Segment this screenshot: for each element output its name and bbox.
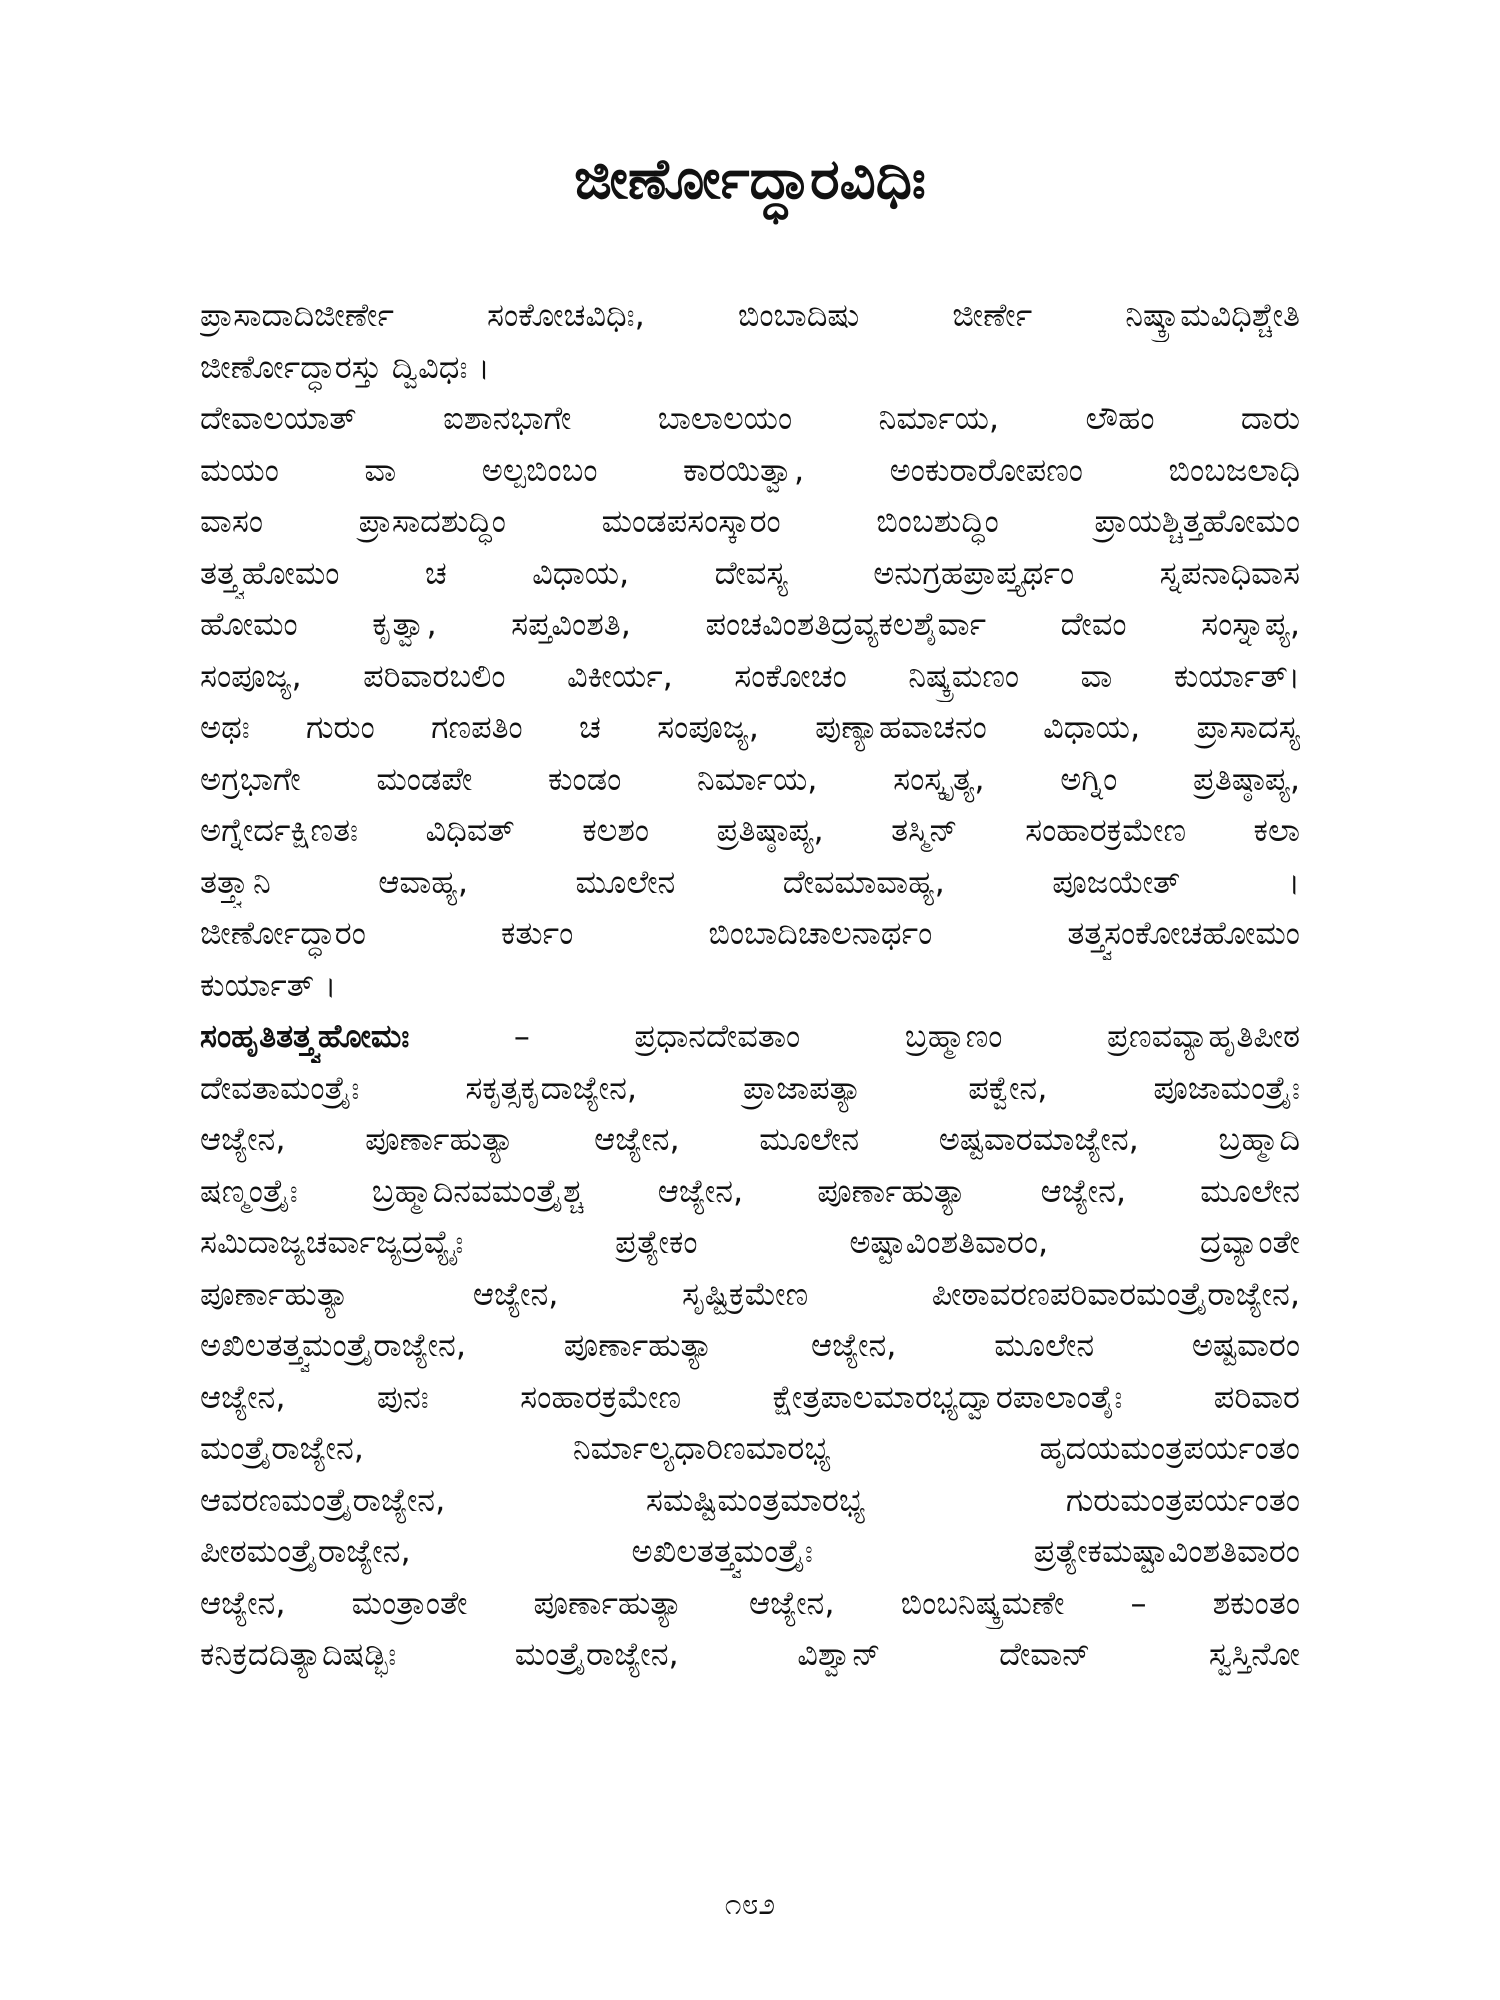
text-line: ಆವರಣಮಂತ್ರೈರಾಜ್ಯೇನ, ಸಮಷ್ಟಿಮಂತ್ರಮಾರಭ್ಯ ಗುರುಮಂತ್ರಪರ್ಯಂತಂ <box>200 1480 1300 1519</box>
text-line: ದೇವತಾಮಂತ್ರೈಃ ಸಕೃತ್ಸಕೃದಾಜ್ಯೇನ, ಪ್ರಾಜಾಪತ್ಯಾ ಪಕ್ವೇನ, ಪೂಜಾಮಂತ್ರೈಃ <box>200 1068 1300 1107</box>
text-line: ಆಜ್ಯೇನ, ಪೂರ್ಣಾಹುತ್ಯಾ ಆಜ್ಯೇನ, ಮೂಲೇನ ಅಷ್ಟವಾರಮಾಜ್ಯೇನ, ಬ್ರಹ್ಮಾದಿ <box>200 1120 1300 1158</box>
text-line: ಅಥಃ ಗುರುಂ ಗಣಪತಿಂ ಚ ಸಂಪೂಜ್ಯ, ಪುಣ್ಯಾಹವಾಚನಂ ವಿಧಾಯ, ಪ್ರಾಸಾದಸ್ಯ <box>200 708 1300 746</box>
text-line: ಪೂರ್ಣಾಹುತ್ಯಾ ಆಜ್ಯೇನ, ಸೃಷ್ಟಿಕ್ರಮೇಣ ಪೀಠಾವರಣಪರಿವಾರಮಂತ್ರೈರಾಜ್ಯೇನ, <box>200 1274 1300 1313</box>
page-number: ೧೮೨ <box>724 1887 776 1922</box>
text-line: ಸಮಿದಾಜ್ಯಚರ್ವಾಜ್ಯದ್ರವ್ಯೈಃ ಪ್ರತ್ಯೇಕಂ ಅಷ್ಟಾವಿಂಶತಿವಾರಂ, ದ್ರವ್ಯಾಂತೇ <box>200 1223 1300 1261</box>
text-line: ಅಗ್ನೇರ್ದಕ್ಷಿಣತಃ ವಿಧಿವತ್ ಕಲಶಂ ಪ್ರತಿಷ್ಠಾಪ್ಯ, ತಸ್ಮಿನ್ ಸಂಹಾರಕ್ರಮೇಣ ಕಲಾ <box>200 811 1300 849</box>
text-line: ಅಖಿಲತತ್ತ್ವಮಂತ್ರೈರಾಜ್ಯೇನ, ಪೂರ್ಣಾಹುತ್ಯಾ ಆಜ್ಯೇನ, ಮೂಲೇನ ಅಷ್ಟವಾರಂ <box>200 1326 1300 1364</box>
text-line: ಸಂಹೃತಿತತ್ತ್ವಹೋಮಃ – ಪ್ರಧಾನದೇವತಾಂ ಬ್ರಹ್ಮಾಣಂ ಪ್ರಣವವ್ಯಾಹೃತಿಪೀಠ <box>200 1017 1300 1055</box>
text-line: ಮಯಂ ವಾ ಅಲ್ಪಬಿಂಬಂ ಕಾರಯಿತ್ವಾ, ಅಂಕುರಾರೋಪಣಂ ಬಿಂಬಜಲಾಧಿ <box>200 450 1300 489</box>
text-line: ಆಜ್ಯೇನ, ಪುನಃ ಸಂಹಾರಕ್ರಮೇಣ ಕ್ಷೇತ್ರಪಾಲಮಾರಭ್ಯದ್ವಾರಪಾಲಾಂತೈಃ ಪರಿವಾರ <box>200 1377 1300 1416</box>
text-line: ವಾಸಂ ಪ್ರಾಸಾದಶುದ್ಧಿಂ ಮಂಡಪಸಂಸ್ಕಾರಂ ಬಿಂಬಶುದ್ಧಿಂ ಪ್ರಾಯಶ್ಚಿತ್ತಹೋಮಂ <box>200 502 1300 540</box>
text-line: ತತ್ತ್ವಾನಿ ಆವಾಹ್ಯ, ಮೂಲೇನ ದೇವಮಾವಾಹ್ಯ, ಪೂಜಯೇತ್ । <box>200 862 1300 901</box>
text-line: ಆಜ್ಯೇನ, ಮಂತ್ರಾಂತೇ ಪೂರ್ಣಾಹುತ್ಯಾ ಆಜ್ಯೇನ, ಬಿಂಬನಿಷ್ಕ್ರಮಣೇ – ಶಕುಂತಂ <box>200 1583 1300 1622</box>
text-line: ತತ್ತ್ವಹೋಮಂ ಚ ವಿಧಾಯ, ದೇವಸ್ಯ ಅನುಗ್ರಹಪ್ರಾಪ್ತ್ಯರ್ಥಂ ಸ್ನಪನಾಧಿವಾಸ <box>200 553 1300 592</box>
text-line: ಹೋಮಂ ಕೃತ್ವಾ, ಸಪ್ತವಿಂಶತಿ, ಪಂಚವಿಂಶತಿದ್ರವ್ಯಕಲಶೈರ್ವಾ ದೇವಂ ಸಂಸ್ನಾಪ್ಯ, <box>200 605 1300 643</box>
section-heading: ಸಂಹೃತಿತತ್ತ್ವಹೋಮಃ <box>200 1017 410 1055</box>
text-line: ಸಂಪೂಜ್ಯ, ಪರಿವಾರಬಲಿಂ ವಿಕೀರ್ಯ, ಸಂಕೋಚಂ ನಿಷ್ಕ್ರಮಣಂ ವಾ ಕುರ್ಯಾತ್। <box>200 656 1300 695</box>
text-line: ಮಂತ್ರೈರಾಜ್ಯೇನ, ನಿರ್ಮಾಲ್ಯಧಾರಿಣಮಾರಭ್ಯ ಹೃದಯಮಂತ್ರಪರ್ಯಂತಂ <box>200 1429 1300 1467</box>
text-line: ಪೀಠಮಂತ್ರೈರಾಜ್ಯೇನ, ಅಖಿಲತತ್ತ್ವಮಂತ್ರೈಃ ಪ್ರತ್ಯೇಕಮಷ್ಟಾವಿಂಶತಿವಾರಂ <box>200 1532 1300 1570</box>
text-line: ಪ್ರಾಸಾದಾದಿಜೀರ್ಣೇ ಸಂಕೋಚವಿಧಿಃ, ಬಿಂಬಾದಿಷು ಜೀರ್ಣೇ ನಿಷ್ಕ್ರಾಮವಿಧಿಶ್ಚೇತಿ <box>200 296 1300 334</box>
text-line: ಅಗ್ರಭಾಗೇ ಮಂಡಪೇ ಕುಂಡಂ ನಿರ್ಮಾಯ, ಸಂಸ್ಕೃತ್ಯ, ಅಗ್ನಿಂ ಪ್ರತಿಷ್ಠಾಪ್ಯ, <box>200 759 1300 798</box>
text-line: ದೇವಾಲಯಾತ್ ಐಶಾನಭಾಗೇ ಬಾಲಾಲಯಂ ನಿರ್ಮಾಯ, ಲೌಹಂ ದಾರು <box>200 399 1300 437</box>
text-line: ಕನಿಕ್ರದದಿತ್ಯಾದಿಷಡ್ಭಿಃ ಮಂತ್ರೈರಾಜ್ಯೇನ, ವಿಶ್ವಾನ್ ದೇವಾನ್ ಸ್ವಸ್ತಿನೋ <box>200 1635 1300 1673</box>
body-text <box>200 290 1300 1681</box>
text-line: ಜೀರ್ಣೋದ್ಧಾರಂ ಕರ್ತುಂ ಬಿಂಬಾದಿಚಾಲನಾರ್ಥಂ ತತ್ತ್ವಸಂಕೋಚಹೋಮಂ <box>200 914 1300 952</box>
text-line: ಕುರ್ಯಾತ್ । <box>200 965 337 1004</box>
text-line: ಷಣ್ಮಂತ್ರೈಃ ಬ್ರಹ್ಮಾದಿನವಮಂತ್ರೈಶ್ಚ ಆಜ್ಯೇನ, ಪೂರ್ಣಾಹುತ್ಯಾ ಆಜ್ಯೇನ, ಮೂಲೇನ <box>200 1171 1300 1210</box>
page-title: ಜೀರ್ಣೋದ್ಧಾರವಿಧಿಃ <box>574 147 926 212</box>
text-line: ಜೀರ್ಣೋದ್ಧಾರಸ್ತು ದ್ವಿವಿಧಃ । <box>200 347 490 386</box>
